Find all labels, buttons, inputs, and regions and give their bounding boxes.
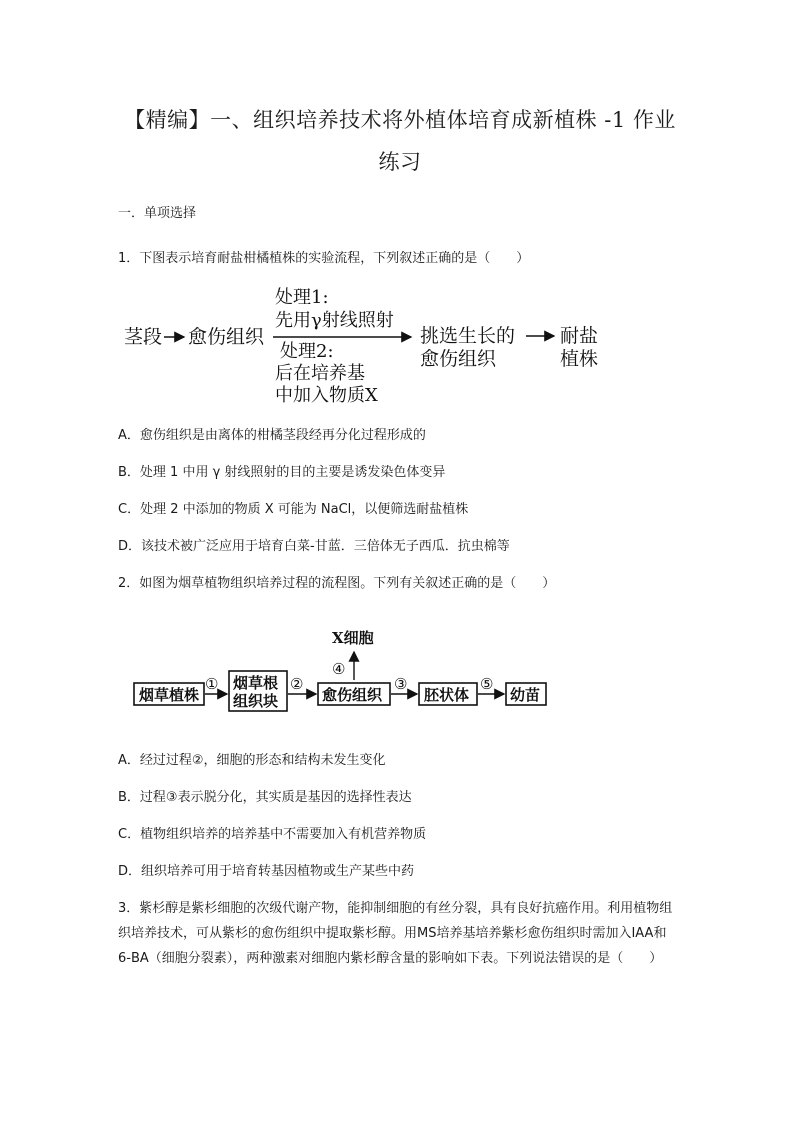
q2-option-c: C．植物组织培养的培养基中不需要加入有机营养物质 [118,827,427,842]
q1-node-select-1: 挑选生长的 [420,325,516,347]
q1-option-c: C．处理 2 中添加的物质 X 可能为 NaCl，以便筛选耐盐植株 [118,502,469,517]
q1-stem: 1．下图表示培育耐盐柑橘植株的实验流程，下列叙述正确的是（ ） [118,251,530,266]
q2-box3-label: 愈伤组织 [322,686,383,704]
q2-x-cell: X细胞 [332,629,374,647]
q2-box2-label-2: 组织块 [233,692,279,710]
q1-treatment2-text-1: 后在培养基 [275,363,365,384]
q2-box1-label: 烟草植株 [139,686,200,704]
q2-flow-diagram [132,625,552,715]
q2-option-a: A．经过过程②，细胞的形态和结构未发生变化 [118,753,386,768]
q1-treatment2-label: 处理2: [280,341,334,362]
q2-step-3: ③ [394,675,408,693]
q2-box5-label: 幼苗 [510,686,541,704]
document-title: 【精编】一、组织培养技术将外植体培育成新植株 -1 作业 [124,108,676,132]
q1-flow-diagram [118,282,618,408]
q1-node-stem: 茎段 [124,326,163,348]
section-heading: 一．单项选择 [118,206,197,221]
q1-option-b: B．处理 1 中用 γ 射线照射的目的主要是诱发染色体变异 [118,465,446,480]
q1-node-result-2: 植株 [560,348,599,370]
document-title-continuation: 练习 [378,150,422,174]
q2-step-5: ⑤ [480,675,494,693]
q1-option-d: D．该技术被广泛应用于培育白菜-甘蓝．三倍体无子西瓜．抗虫棉等 [118,539,510,554]
q1-option-a: A．愈伤组织是由离体的柑橘茎段经再分化过程形成的 [118,428,426,443]
q2-step-4: ④ [332,660,346,678]
q2-stem: 2．如图为烟草植物组织培养过程的流程图。下列有关叙述正确的是（ ） [118,576,556,591]
q2-step-2: ② [290,675,304,693]
q2-box2-label-1: 烟草根 [233,674,279,692]
q1-node-select-2: 愈伤组织 [420,348,497,370]
q3-stem: 3．紫杉醇是紫杉细胞的次级代谢产物，能抑制细胞的有丝分裂，具有良好抗癌作用。利用植物组织培养技术，可从紫杉的愈伤组织中提取紫杉醇。用MS培养基培养紫杉愈伤组织时需加入IAA和6-BA（细胞分裂素），两种激素对细胞内紫杉醇含量的影响如下表。下列说法错误的是（ ） [118,901,673,966]
q2-option-d: D．组织培养可用于培育转基因植物或生产某些中药 [118,864,415,879]
q2-step-1: ① [205,675,219,693]
q1-treatment1-label: 处理1: [275,287,329,308]
q1-node-result-1: 耐盐 [560,325,599,347]
q1-node-callus: 愈伤组织 [188,326,265,348]
q2-option-b: B．过程③表示脱分化，其实质是基因的选择性表达 [118,790,412,805]
q1-treatment1-text: 先用γ射线照射 [275,310,394,331]
q1-treatment2-text-2: 中加入物质X [275,385,378,406]
q2-box4-label: 胚状体 [424,686,470,704]
